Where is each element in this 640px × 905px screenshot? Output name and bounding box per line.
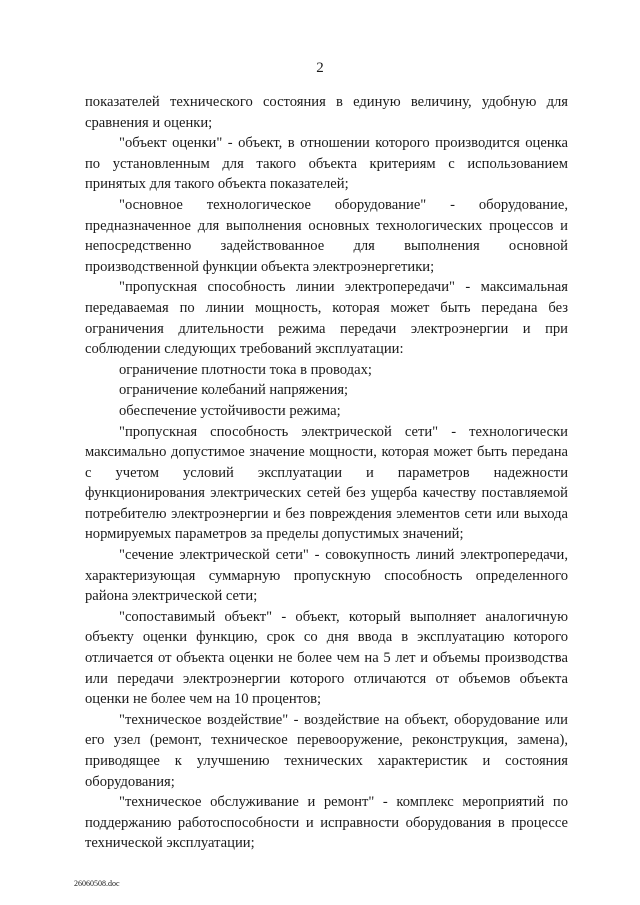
page-number: 2: [316, 60, 324, 76]
paragraph: "техническое обслуживание и ремонт" - комплекс мероприятий по поддержанию работоспособности и исправности оборудования в процессе технической эксплуатации;: [85, 794, 568, 852]
paragraph: "сечение электрической сети" - совокупность линий электропередачи, характеризующая суммарную пропускную способность определенного района электрической сети;: [85, 547, 568, 605]
paragraph: "объект оценки" - объект, в отношении которого производится оценка по установленным для такого объекта критериям с использованием принятых для такого объекта показателей;: [85, 135, 568, 193]
document-body: [85, 92, 568, 854]
list-item: обеспечение устойчивости режима;: [119, 402, 341, 419]
document-file-id: 26060508.doc: [74, 879, 120, 888]
list-item: ограничение колебаний напряжения;: [119, 382, 349, 399]
paragraph: "сопоставимый объект" - объект, который выполняет аналогичную объекту оценки функцию, срок со дня ввода в эксплуатацию которого отличается от объекта оценки не более чем на 5 лет и объемы производства или передачи электроэнергии которого отличаются от объемов объекта оценки не более чем на 10 процентов;: [85, 608, 568, 708]
paragraph: показателей технического состояния в единую величину, удобную для сравнения и оценки;: [85, 94, 568, 131]
paragraph: "пропускная способность электрической сети" - технологически максимально допустимое значение мощности, которая может быть передана с учетом условий эксплуатации и параметров надежности функционирования электрических сетей без ущерба качеству поставляемой потребителю электроэнергии и без повреждения элементов сети или выхода нормируемых параметров за пределы допустимых значений;: [85, 423, 568, 543]
paragraph: "пропускная способность линии электропередачи" - максимальная передаваемая по линии мощность, которая может быть передана без ограничения длительности режима передачи электроэнергии и при соблюдении следующих требований эксплуатации:: [85, 279, 568, 358]
paragraph: "основное технологическое оборудование" - оборудование, предназначенное для выполнения основных технологических процессов и непосредственно задействованное для выполнения основной производственной функции объекта электроэнергетики;: [85, 196, 568, 275]
paragraph: "техническое воздействие" - воздействие на объект, оборудование или его узел (ремонт, техническое перевооружение, реконструкция, замена), приводящее к улучшению технических характеристик и состояния оборудования;: [85, 711, 568, 790]
list-item: ограничение плотности тока в проводах;: [119, 361, 372, 378]
